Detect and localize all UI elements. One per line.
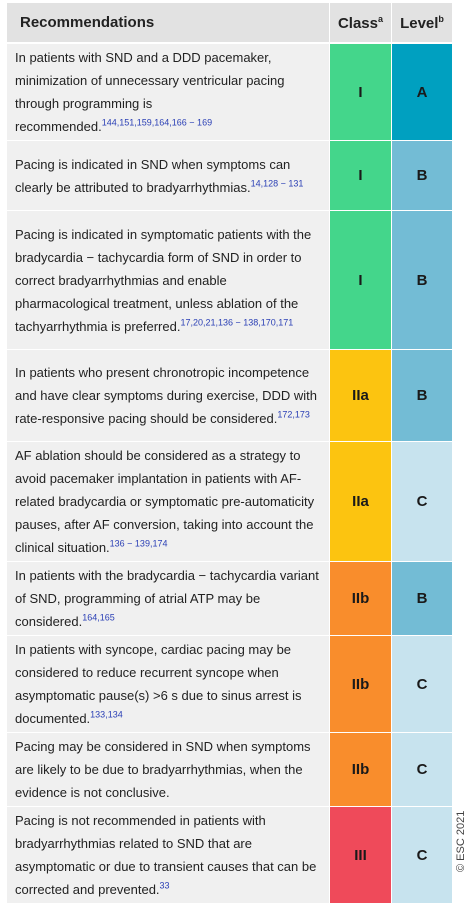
level-cell xyxy=(392,733,453,807)
class-value: IIb xyxy=(351,590,370,607)
class-cell xyxy=(330,807,392,904)
level-cell xyxy=(392,442,453,562)
reference-numbers: 33 xyxy=(159,880,170,891)
table-header xyxy=(7,3,453,44)
table-row xyxy=(7,141,453,211)
header-recommendations-label: Recommendations xyxy=(20,14,155,31)
table-row xyxy=(7,442,453,562)
recommendation-body: Pacing is indicated in SND when symptoms can clearly be attributed to bradyarrhythmias. xyxy=(15,156,291,195)
recommendation-body: In patients with the bradycardia − tachycardia variant of SND, programming of atrial ATP may be considered. xyxy=(15,568,319,629)
recommendations-table xyxy=(6,2,453,904)
class-value: IIa xyxy=(352,493,369,510)
header-recommendations xyxy=(7,3,330,44)
level-cell xyxy=(392,141,453,211)
recommendation-body: Pacing may be considered in SND when symptoms are likely to be due to bradyarrhythmias, when the evidence is not conclusive. xyxy=(15,739,311,800)
recommendation-body: Pacing is not recommended in patients with bradyarrhythmias related to SND that are asymptomatic or due to transient causes that can be corrected and prevented. xyxy=(15,813,317,897)
level-value: C xyxy=(416,846,428,864)
level-cell xyxy=(392,636,453,733)
header-level xyxy=(392,3,453,44)
class-value: I xyxy=(358,271,363,289)
recommendation-body: In patients with syncope, cardiac pacing may be considered to reduce recurrent syncope when asymptomatic pause(s) >6 s due to sinus arrest is documented. xyxy=(15,642,302,726)
table-row xyxy=(7,350,453,442)
class-value: III xyxy=(354,846,367,864)
table-row xyxy=(7,807,453,904)
reference-numbers: 164,165 xyxy=(82,612,115,623)
class-cell xyxy=(330,350,392,442)
header-level-label: Level xyxy=(400,14,439,32)
level-value: C xyxy=(416,675,428,693)
level-value: B xyxy=(416,271,428,289)
level-value: C xyxy=(416,493,428,510)
header-class-footnote: a xyxy=(378,13,384,24)
recommendation-text xyxy=(7,733,330,807)
class-cell xyxy=(330,141,392,211)
recommendation-text xyxy=(7,807,330,904)
header-class-label: Class xyxy=(337,14,378,32)
recommendation-body: In patients who present chronotropic incompetence and have clear symptoms during exercise, DDD with rate-responsive pacing should be considered. xyxy=(15,365,318,426)
class-cell xyxy=(330,442,392,562)
table-row xyxy=(7,733,453,807)
table-row xyxy=(7,43,453,141)
level-value: B xyxy=(416,387,428,404)
class-value: IIa xyxy=(352,387,369,404)
table-row xyxy=(7,211,453,350)
class-cell xyxy=(330,211,392,350)
recommendation-text xyxy=(7,211,330,350)
level-cell xyxy=(392,807,453,904)
recommendation-body: Pacing is indicated in symptomatic patients with the bradycardia − tachycardia form of SND in order to correct bradyarrhythmias and enable pharmacological treatment, unless ablation of the tachyarrhythmia is preferred. xyxy=(15,226,312,334)
class-value: IIb xyxy=(351,675,370,693)
recommendation-body: In patients with SND and a DDD pacemaker, minimization of unnecessary ventricular pacing through programming is recommended. xyxy=(15,50,285,134)
reference-numbers: 17,20,21,136 − 138,170,171 xyxy=(180,317,294,328)
reference-numbers: 172,173 xyxy=(277,409,310,420)
copyright-notice: © ESC 2021 xyxy=(455,810,467,872)
header-class xyxy=(330,3,392,44)
level-value: B xyxy=(416,590,428,607)
recommendation-text xyxy=(7,442,330,562)
recommendation-body: AF ablation should be considered as a strategy to avoid pacemaker implantation in patients with AF-related bradycardia or symptomatic pre-automaticity pauses, after AF conversion, taking into account the clinical situation. xyxy=(15,448,315,555)
reference-numbers: 14,128 − 131 xyxy=(250,178,304,189)
header-level-footnote: b xyxy=(438,13,444,24)
recommendation-text xyxy=(7,562,330,636)
recommendation-text xyxy=(7,636,330,733)
reference-numbers: 133,134 xyxy=(90,709,123,720)
level-cell xyxy=(392,562,453,636)
class-cell xyxy=(330,636,392,733)
recommendation-text xyxy=(7,350,330,442)
level-cell xyxy=(392,43,453,141)
table-row xyxy=(7,562,453,636)
class-cell xyxy=(330,562,392,636)
class-cell xyxy=(330,43,392,141)
recommendation-text xyxy=(7,43,330,141)
level-cell xyxy=(392,211,453,350)
reference-numbers: 136 − 139,174 xyxy=(109,538,168,549)
reference-numbers: 144,151,159,164,166 − 169 xyxy=(101,117,213,128)
class-value: I xyxy=(358,167,363,184)
class-cell xyxy=(330,733,392,807)
level-value: C xyxy=(416,761,428,778)
class-value: I xyxy=(358,83,363,101)
level-cell xyxy=(392,350,453,442)
class-value: IIb xyxy=(351,761,370,778)
level-value: A xyxy=(416,83,428,101)
recommendation-text xyxy=(7,141,330,211)
level-value: B xyxy=(416,167,428,184)
table-row xyxy=(7,636,453,733)
